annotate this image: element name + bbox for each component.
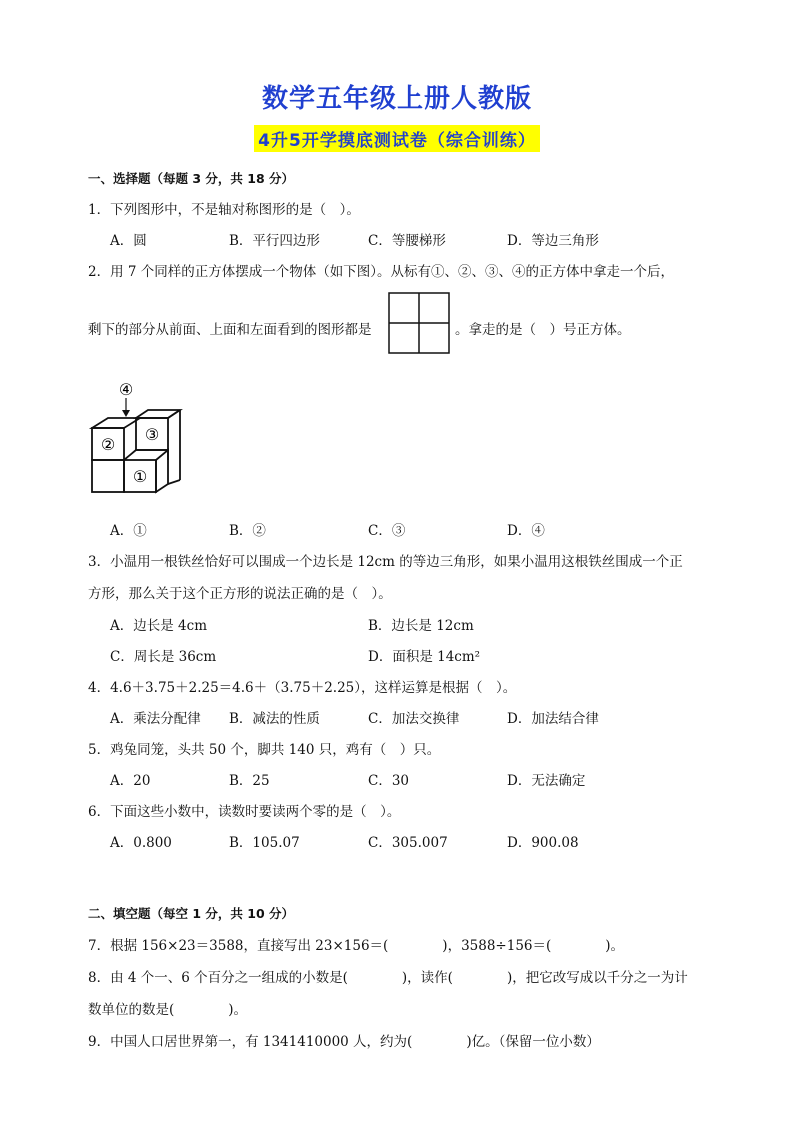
- cube-label-3: ③: [144, 425, 160, 444]
- q1-option-a: A．圆: [110, 233, 147, 249]
- q4-option-a: A．乘法分配律: [110, 711, 201, 727]
- cube-label-2: ②: [100, 435, 116, 454]
- question-6: 6．下面这些小数中，读数时要读两个零的是（ ）。: [88, 804, 401, 820]
- question-2-line2a: 剩下的部分从前面、上面和左面看到的图形都是: [88, 322, 372, 338]
- q3-option-a: A．边长是 4cm: [110, 618, 207, 634]
- question-7: 7．根据 156×23＝3588，直接写出 23×156＝( )，3588÷156＝( )。: [88, 938, 625, 954]
- q4-option-b: B．减法的性质: [229, 711, 320, 727]
- q4-option-d: D．加法结合律: [507, 711, 599, 727]
- q1-option-b: B．平行四边形: [229, 233, 320, 249]
- question-1: 1．下列图形中，不是轴对称图形的是（ ）。: [88, 202, 360, 218]
- question-9: 9．中国人口居世界第一，有 1341410000 人，约为( )亿。（保留一位小数）: [88, 1034, 600, 1050]
- q2-option-b: B．②: [229, 523, 266, 539]
- q1-option-d: D．等边三角形: [507, 233, 599, 249]
- q2-option-a: A．①: [110, 523, 147, 539]
- q5-option-b: B．25: [229, 773, 270, 789]
- square-grid-figure: [388, 292, 450, 354]
- subtitle-wrap: [0, 125, 794, 152]
- question-2-line2b: 。拿走的是（ ）号正方体。: [455, 322, 631, 338]
- q4-option-c: C．加法交换律: [368, 711, 460, 727]
- q2-option-d: D．④: [507, 523, 545, 539]
- q3-option-c: C．周长是 36cm: [110, 649, 217, 665]
- q6-option-a: A．0.800: [110, 835, 172, 851]
- page-title: 数学五年级上册人教版: [261, 84, 532, 114]
- q6-option-b: B．105.07: [229, 835, 300, 851]
- q5-option-c: C．30: [368, 773, 410, 789]
- cube-label-1: ①: [132, 467, 148, 486]
- question-3-line1: 3．小温用一根铁丝恰好可以围成一个边长是 12cm 的等边三角形，如果小温用这根铁丝围成一个正: [88, 554, 683, 570]
- q1-option-c: C．等腰梯形: [368, 233, 446, 249]
- q5-option-d: D．无法确定: [507, 773, 586, 789]
- question-8-line2: 数单位的数是( )。: [88, 1002, 248, 1018]
- q2-option-c: C．③: [368, 523, 406, 539]
- question-8-line1: 8．由 4 个一、6 个百分之一组成的小数是( )，读作( )，把它改写成以千分之一为计: [88, 970, 688, 986]
- section-heading-fill: 二、填空题（每空 1 分，共 10 分）: [88, 906, 295, 921]
- question-5: 5．鸡兔同笼，头共 50 个，脚共 140 只，鸡有（ ）只。: [88, 742, 441, 758]
- q6-option-c: C．305.007: [368, 835, 448, 851]
- q3-option-b: B．边长是 12cm: [368, 618, 474, 634]
- q3-option-d: D．面积是 14cm²: [368, 649, 481, 665]
- section-heading-choice: 一、选择题（每题 3 分，共 18 分）: [88, 171, 295, 186]
- question-4: 4．4.6＋3.75＋2.25＝4.6＋（3.75＋2.25），这样运算是根据（ ）。: [88, 680, 517, 696]
- q6-option-d: D．900.08: [507, 835, 579, 851]
- q5-option-a: A．20: [110, 773, 151, 789]
- question-3-line2: 方形，那么关于这个正方形的说法正确的是（ ）。: [88, 586, 392, 602]
- cube-stack-figure: [88, 380, 184, 498]
- question-2-line1: 2．用 7 个同样的正方体摆成一个物体（如下图）。从标有①、②、③、④的正方体中拿走一个后，: [88, 264, 675, 280]
- cube-label-4: ④: [118, 380, 134, 399]
- page-subtitle: 4升5开学摸底测试卷（综合训练）: [254, 125, 540, 152]
